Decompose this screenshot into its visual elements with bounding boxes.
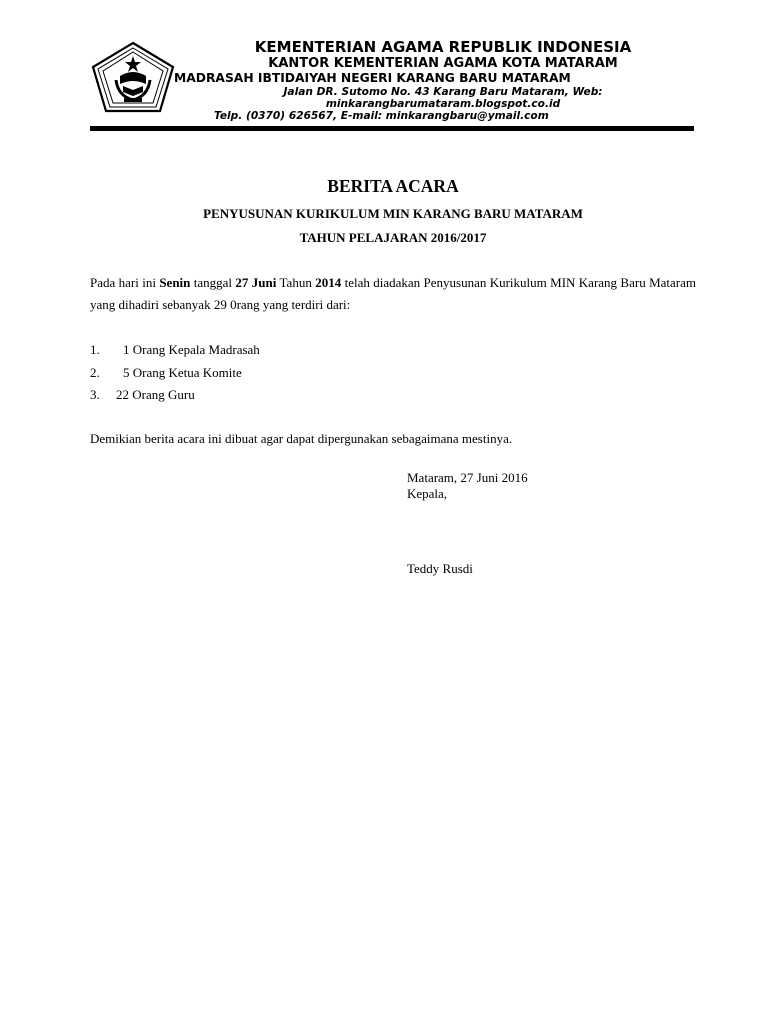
text-segment: Tahun xyxy=(276,275,316,290)
office-name: KANTOR KEMENTERIAN AGAMA KOTA MATARAM xyxy=(268,56,618,71)
list-text: 1 Orang Kepala Madrasah xyxy=(123,342,260,357)
academic-year: TAHUN PELAJARAN 2016/2017 xyxy=(299,230,487,245)
contact-info: Telp. (0370) 626567, E-mail: minkarangbaru@ymail.com xyxy=(214,110,549,123)
letterhead xyxy=(176,38,710,122)
document-subtitle: PENYUSUNAN KURIKULUM MIN KARANG BARU MATARAM xyxy=(203,206,583,221)
opening-paragraph xyxy=(90,272,696,316)
list-text: 22 Orang Guru xyxy=(116,387,195,402)
text-segment: Pada hari ini xyxy=(90,275,160,290)
address xyxy=(176,87,710,110)
list-item xyxy=(90,365,242,381)
school-name: MADRASAH IBTIDAIYAH NEGERI KARANG BARU MATARAM xyxy=(174,71,571,85)
meeting-day: Senin xyxy=(159,275,191,290)
closing-sentence: Demikian berita acara ini dibuat agar dapat dipergunakan sebagaimana mestinya. xyxy=(90,431,513,446)
meeting-year: 2014 xyxy=(315,275,342,290)
meeting-date: 27 Juni xyxy=(235,275,277,290)
document-title: BERITA ACARA xyxy=(327,176,459,196)
letterhead-divider xyxy=(90,126,694,131)
address-line-1: Jalan DR. Sutomo No. 43 Karang Baru Mataram, Web: xyxy=(283,86,603,99)
list-item xyxy=(90,342,260,358)
ministry-emblem-logo xyxy=(90,40,176,114)
list-number: 1. xyxy=(90,342,100,357)
signature-position: Kepala, xyxy=(407,486,448,501)
text-segment: telah diadakan Penyusunan Kurikulum MIN Karang Baru Mataram yang dihadiri sebanyak 29 0rang yang terdiri dari: xyxy=(90,275,696,312)
signatory-name: Teddy Rusdi xyxy=(407,561,473,576)
list-number: 3. xyxy=(90,387,100,402)
ministry-name: KEMENTERIAN AGAMA REPUBLIK INDONESIA xyxy=(254,38,632,56)
list-item xyxy=(90,387,195,403)
list-number: 2. xyxy=(90,365,100,380)
signature-place-date: Mataram, 27 Juni 2016 xyxy=(407,470,528,485)
list-text: 5 Orang Ketua Komite xyxy=(123,365,242,380)
text-segment: tanggal xyxy=(190,275,236,290)
website: minkarangbarumataram.blogspot.co.id xyxy=(325,97,561,110)
